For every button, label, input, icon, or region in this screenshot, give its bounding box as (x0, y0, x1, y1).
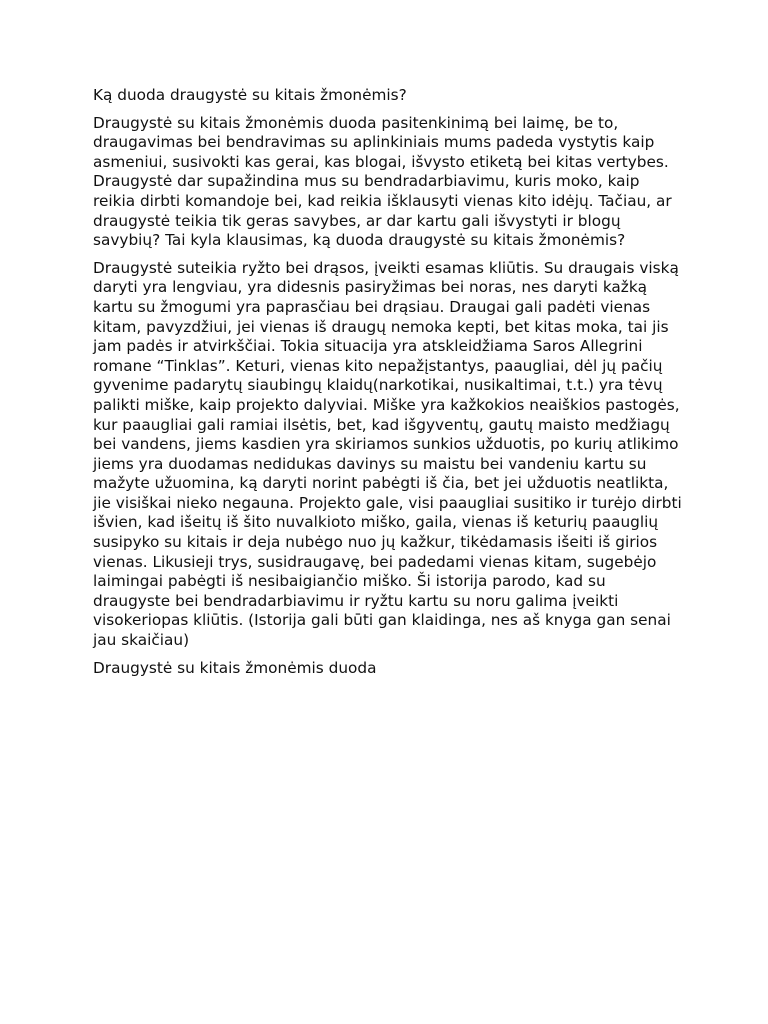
document-heading: Ką duoda draugystė su kitais žmonėmis? (93, 86, 407, 104)
paragraph-closing: Draugystė su kitais žmonėmis duoda (93, 658, 377, 677)
paragraph-intro: Draugystė su kitais žmonėmis duoda pasitenkinimą bei laimę, be to, draugavimas bei bendravimas su aplinkiniais mums padeda vystytis kaip asmeniui, susivokti kas gerai, kas blogai, išvysto etiketą bei kitas vertybes. Draugystė dar supažindina mus su bendradarbiavimu, kuris moko, kaip reikia dirbti komandoje bei, kad reikia išklausyti vienas kito idėjų. Tačiau, ar draugystė teikia tik geras savybes, ar dar kartu gali išvystyti ir blogų savybių? Tai kyla klausimas, ką duoda draugystė su kitais žmonėmis? (93, 113, 672, 250)
document-body (93, 86, 683, 686)
paragraph-main: Draugystė suteikia ryžto bei drąsos, įveikti esamas kliūtis. Su draugais viską daryti yra lengviau, yra didesnis pasiryžimas bei noras, nes daryti kažką kartu su žmogumi yra paprasčiau bei drąsiau. Draugai gali padėti vienas kitam, pavyzdžiui, jei vienas iš draugų nemoka kepti, bet kitas moka, tai jis jam padės ir atvirkščiai. Tokia situacija yra atskleidžiama Saros Allegrini romane “Tinklas”. Keturi, vienas kito nepažįstantys, paaugliai, dėl jų pačių gyvenime padarytų siaubingų klaidų(narkotikai, nusikaltimai, t.t.) yra tėvų palikti miške, kaip projekto dalyviai. Miške yra kažkokios neaiškios pastogės, kur paaugliai gali ramiai ilsėtis, bet, kad išgyventų, gautų maisto medžiagų bei vandens, jiems kasdien yra skiriamos sunkios užduotis, po kurių atlikimo jiems yra duodamas nedidukas davinys su maistu bei vandeniu kartu su mažyte užuomina, ką daryti norint pabėgti iš čia, bet jei užduotis neatlikta, jie visiškai nieko negauna. Projekto gale, visi paaugliai susitiko ir turėjo dirbti išvien, kad išeitų iš šito nuvalkioto miško, gaila, vienas iš keturių paauglių susipyko su kitais ir deja nubėgo nuo jų kažkur, tikėdamasis išeiti iš girios vienas. Likusieji trys, susidraugavę, bei padedami vienas kitam, sugebėjo laimingai pabėgti iš nesibaigiančio miško. Ši istorija parodo, kad su draugyste bei bendradarbiavimu ir ryžtu kartu su noru galima įveikti visokeriopas kliūtis. (Istorija gali būti gan klaidinga, nes aš knyga gan senai jau skaičiau) (93, 258, 682, 650)
